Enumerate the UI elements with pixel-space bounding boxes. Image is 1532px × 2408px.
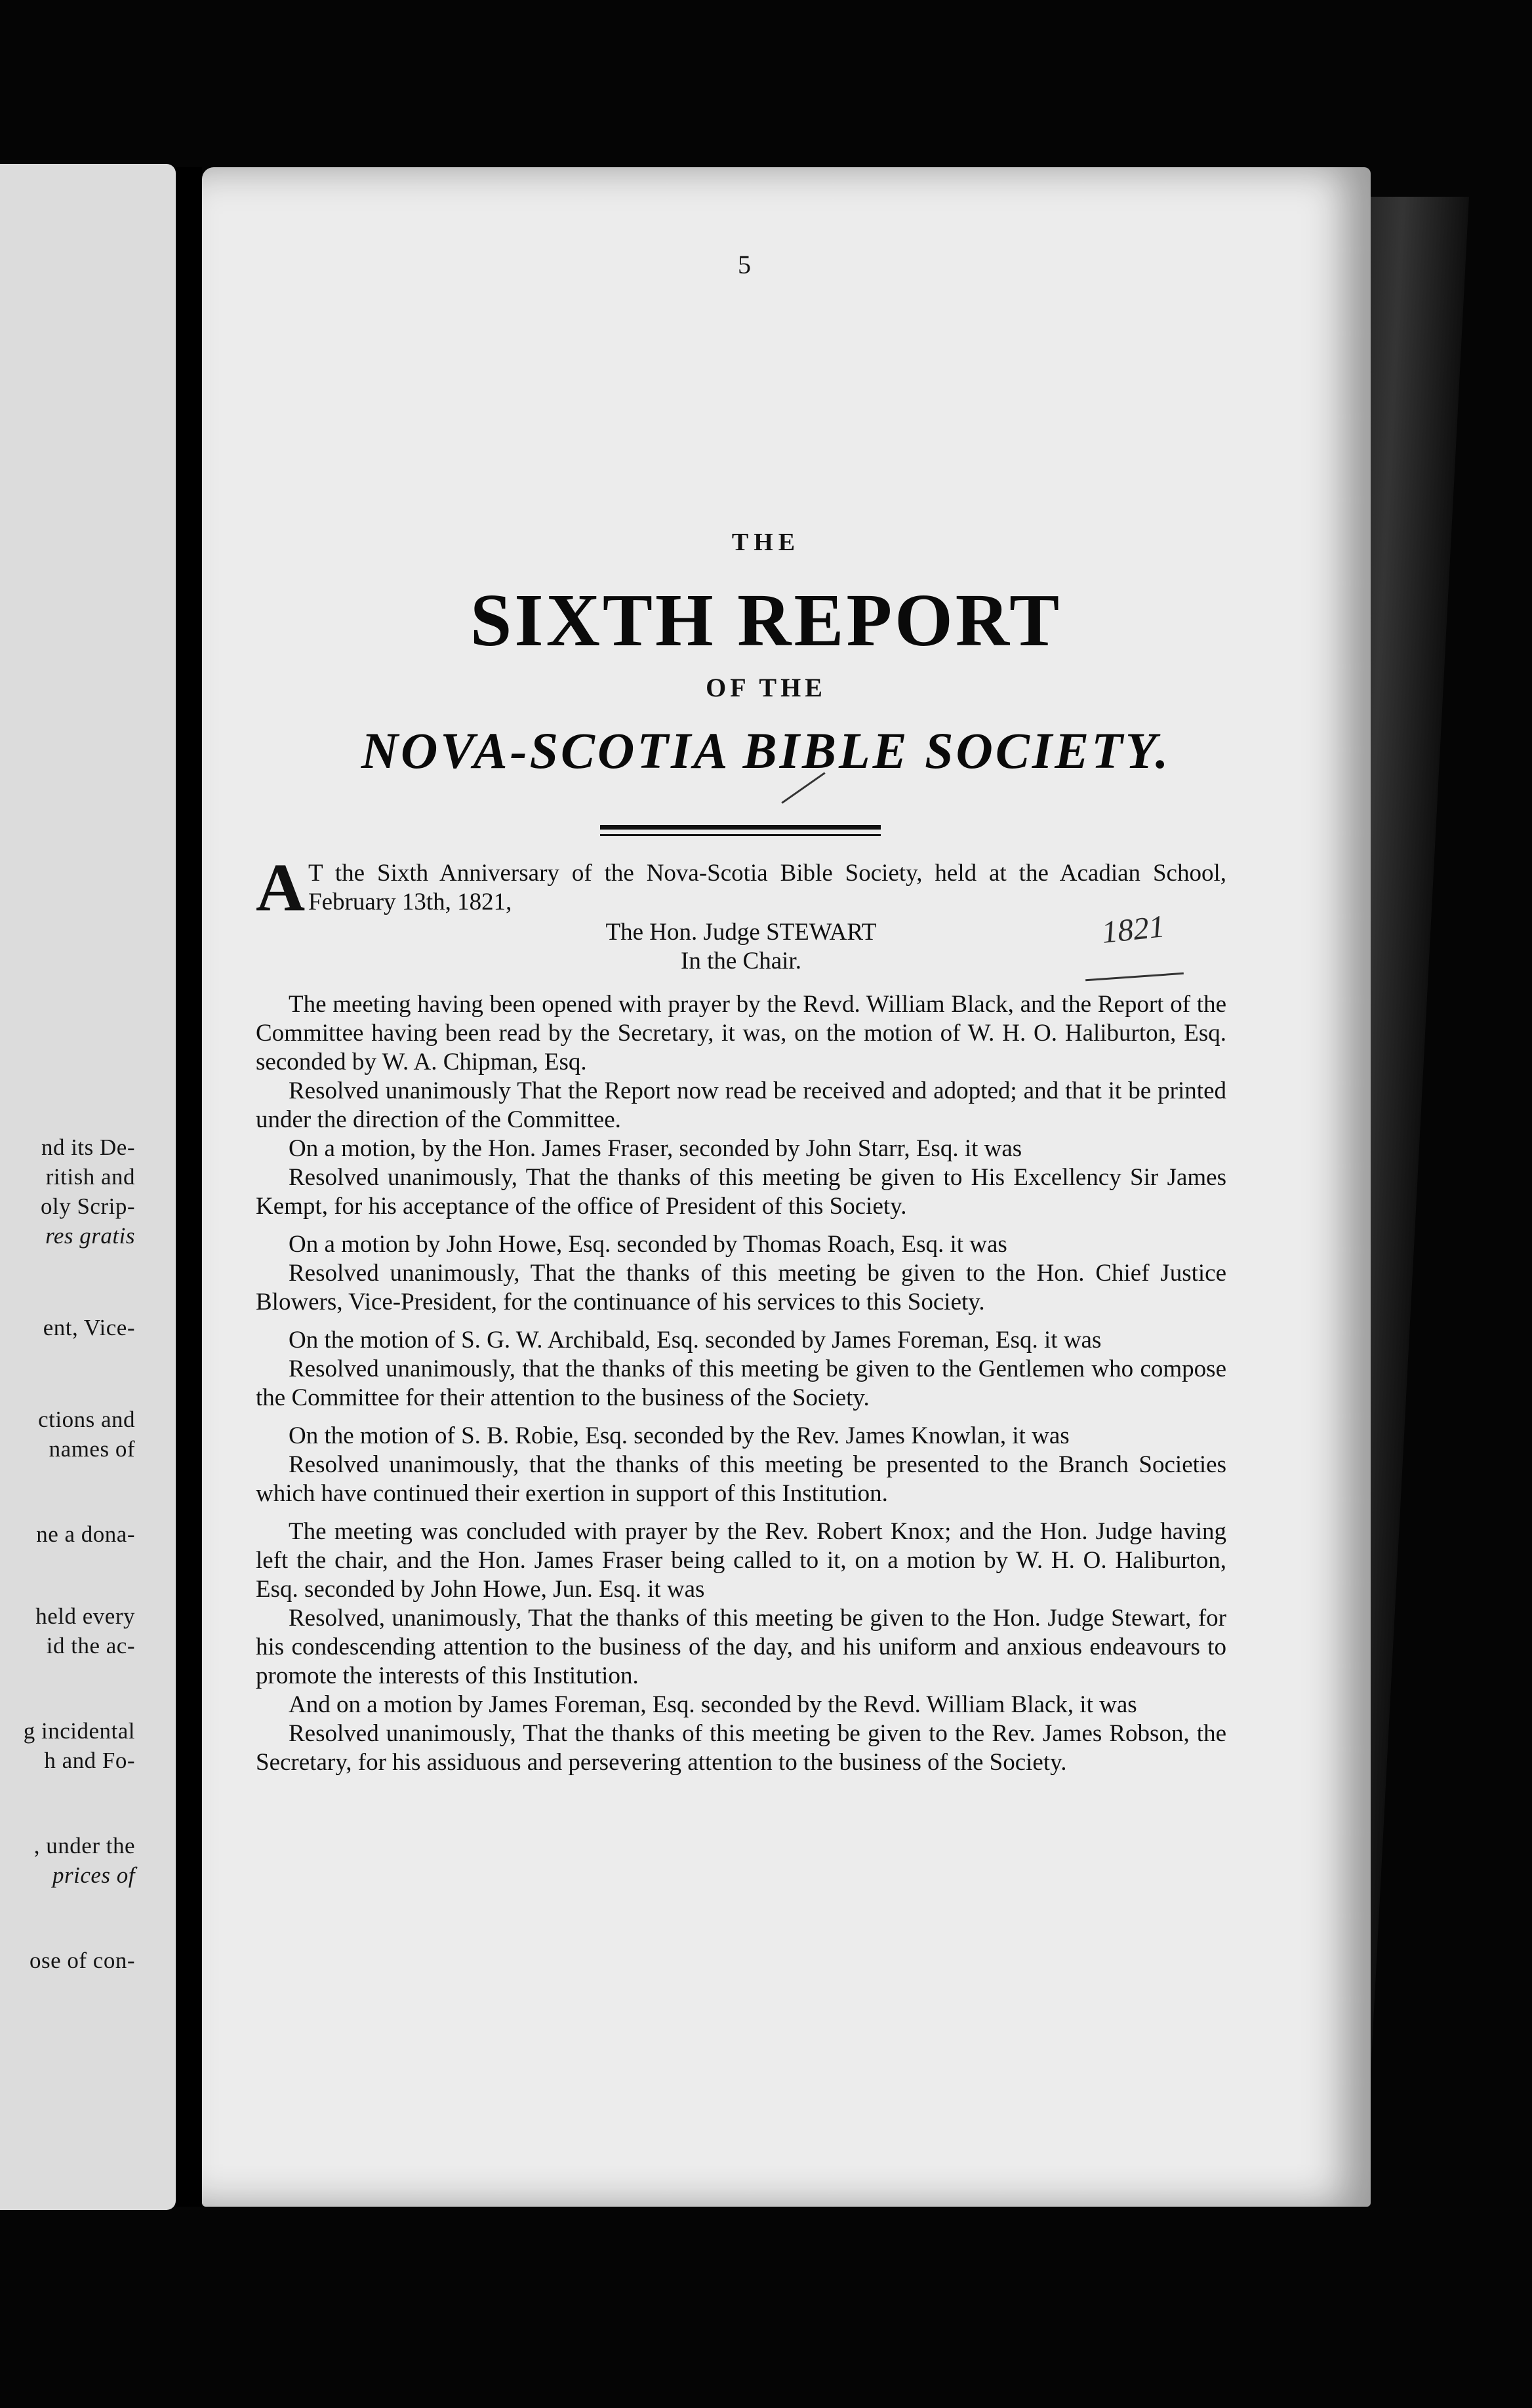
left-page-line: res gratis <box>45 1223 135 1249</box>
left-page-line: ctions and <box>38 1407 135 1432</box>
page-title: SIXTH REPORT <box>470 578 1062 662</box>
title-rule-thick <box>600 825 881 830</box>
left-page-line: held every <box>35 1603 135 1629</box>
minutes-paragraph: And on a motion by James Foreman, Esq. seconded by the Revd. William Black, it was <box>289 1691 1137 1718</box>
opening-text: T the Sixth Anniversary of the Nova-Scotia Bible Society, held at the Acadian School, February 13th, 1821, <box>308 860 1226 915</box>
left-page-line: id the ac- <box>46 1633 135 1658</box>
minutes-paragraph: On a motion by John Howe, Esq. seconded by Thomas Roach, Esq. it was <box>289 1231 1007 1258</box>
chair-line: In the Chair. <box>681 948 801 974</box>
minutes-paragraph: Resolved unanimously That the Report now read be received and adopted; and that it be printed under the direction of the Committee. <box>256 1077 1226 1133</box>
page-number: 5 <box>738 250 751 279</box>
left-page-line: nd its De- <box>41 1134 135 1160</box>
minutes-paragraph: The meeting having been opened with prayer by the Revd. William Black, and the Report of the Committee having been read by the Secretary, it was, on the motion of W. H. O. Haliburton, Esq. seconded by W. A. Chipman, Esq. <box>256 991 1226 1075</box>
left-page-line: names of <box>49 1436 135 1462</box>
chair-line: The Hon. Judge STEWART <box>605 919 877 946</box>
minutes-paragraph: On the motion of S. B. Robie, Esq. seconded by the Rev. James Knowlan, it was <box>289 1422 1070 1449</box>
minutes-paragraph: Resolved unanimously, that the thanks of this meeting be given to the Gentlemen who compose the Committee for their attention to the business of the Society. <box>256 1355 1226 1411</box>
title-rule-thin <box>600 834 881 836</box>
left-page-line: , under the <box>33 1833 135 1858</box>
minutes-paragraph: On the motion of S. G. W. Archibald, Esq. seconded by James Foreman, Esq. it was <box>289 1327 1102 1354</box>
drop-cap: A <box>256 850 306 925</box>
heading-the: THE <box>731 529 801 556</box>
left-page-line: ose of con- <box>29 1948 135 1973</box>
minutes-paragraph: On a motion, by the Hon. James Fraser, seconded by John Starr, Esq. it was <box>289 1135 1022 1162</box>
left-page-line: g incidental <box>23 1718 135 1744</box>
heading-of-the: OF THE <box>706 673 826 702</box>
minutes-paragraph: Resolved unanimously, that the thanks of this meeting be presented to the Branch Societies which have continued their exertion in support of this Institution. <box>256 1451 1226 1507</box>
left-page-line: ne a dona- <box>36 1521 135 1547</box>
minutes-paragraph: Resolved unanimously, That the thanks of this meeting be given to the Hon. Chief Justice Blowers, Vice-President, for the continuance of his services to this Society. <box>256 1260 1226 1315</box>
minutes-paragraph: Resolved unanimously, That the thanks of this meeting be given to the Rev. James Robson, the Secretary, for his assiduous and persevering attention to the business of the Society. <box>256 1720 1226 1776</box>
minutes-paragraph: Resolved unanimously, That the thanks of this meeting be given to His Excellency Sir James Kempt, for his acceptance of the office of President of this Society. <box>256 1164 1226 1220</box>
left-page-line: oly Scrip- <box>40 1194 135 1219</box>
left-page-line: ent, Vice- <box>43 1315 135 1340</box>
book-gutter <box>176 167 202 2207</box>
report-body <box>256 850 1226 1777</box>
society-name: NOVA-SCOTIA BIBLE SOCIETY. <box>361 722 1171 779</box>
left-page-line: h and Fo- <box>44 1748 135 1773</box>
opening-paragraph <box>256 850 1226 925</box>
left-page-line: ritish and <box>45 1164 135 1190</box>
chair-block <box>256 918 1226 976</box>
handwritten-note: 1821 <box>1100 909 1167 950</box>
minutes-paragraph: The meeting was concluded with prayer by the Rev. Robert Knox; and the Hon. Judge having left the chair, and the Hon. James Fraser being called to it, on a motion by W. H. O. Haliburton, Esq. seconded by John Howe, Jun. Esq. it was <box>256 1518 1226 1603</box>
previous-page-fragment <box>0 164 176 2210</box>
left-page-line: prices of <box>52 1862 135 1888</box>
minutes-paragraph: Resolved, unanimously, That the thanks of this meeting be given to the Hon. Judge Stewart, for his condescending attention to the business of the day, and his uniform and anxious endeavours to promote the interests of this Institution. <box>256 1605 1226 1689</box>
